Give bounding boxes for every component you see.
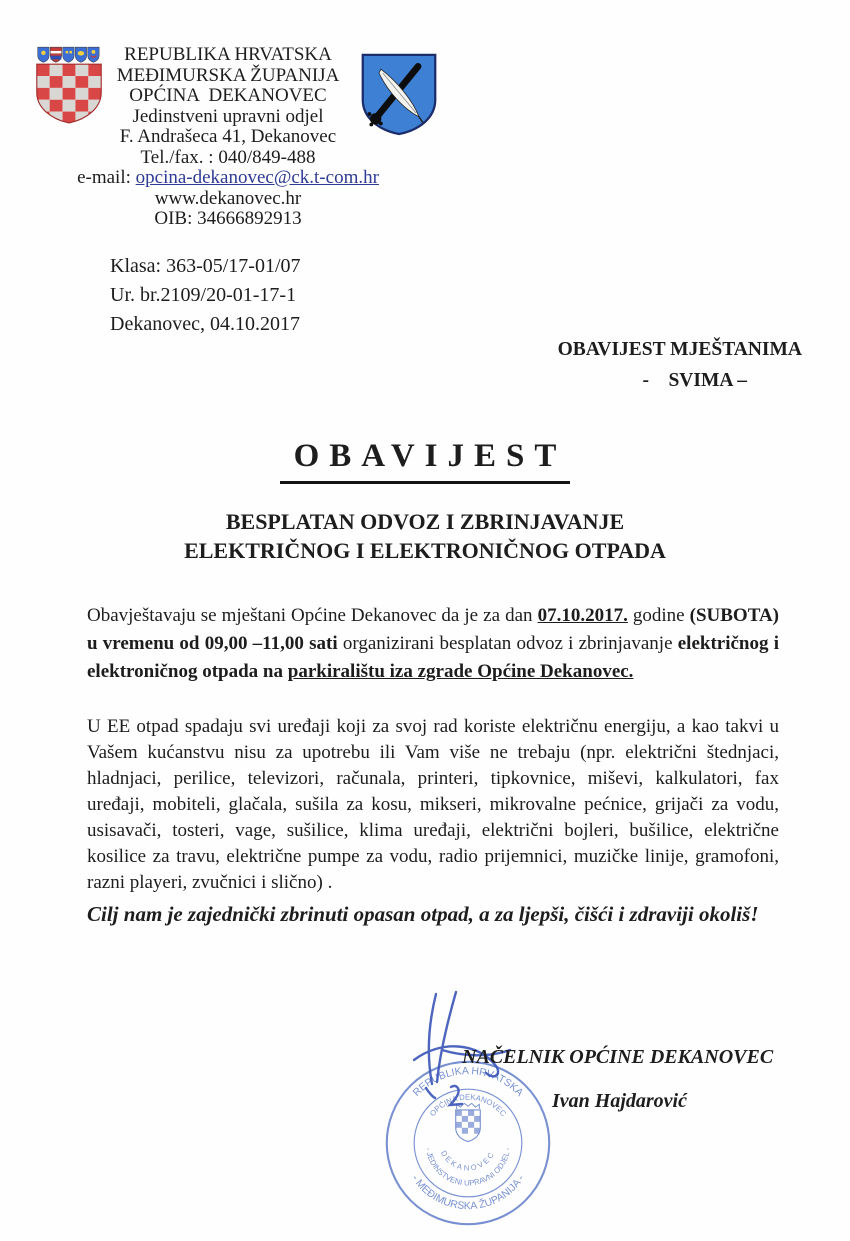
letterhead — [48, 45, 408, 230]
email-label: e-mail: — [77, 167, 136, 188]
p1-seg5: organizirani besplatan odvoz i zbrinjavanje — [337, 633, 678, 654]
addressee-line2: - SVIMA – — [642, 370, 747, 391]
stamp-center-arc-text: DEKANOVEC — [439, 1148, 497, 1173]
stamp-inner-top-text: OPĆINA DEKANOVEC — [427, 1092, 509, 1119]
p1-date: 07.10.2017. — [537, 605, 628, 626]
addressee-line1: OBAVIJEST MJEŠTANIMA — [557, 339, 802, 360]
org-oib: OIB: 34666892913 — [154, 208, 302, 229]
p1-time: (SUBOTA) u vremenu od 09,00 –11,00 sati — [87, 605, 780, 654]
org-address: F. Andrašeca 41, Dekanovec — [119, 126, 337, 147]
subtitle-line2: ELEKTRIČNOG I ELEKTRONIČNOG OTPADA — [184, 537, 666, 563]
org-municipality: OPĆINA DEKANOVEC — [129, 85, 327, 106]
stamp-inner-bottom-text: - JEDINSTVENI UPRAVNI ODJEL - — [423, 1147, 513, 1188]
svg-text:DEKANOVEC — [439, 1149, 497, 1172]
paragraph-schedule — [87, 602, 779, 686]
p1-waste-type: električnog i elektroničnog otpada na — [87, 633, 779, 682]
addressee-block — [558, 337, 802, 394]
urbroj-line: Ur. br.2109/20-01-17-1 — [110, 284, 297, 306]
klasa-line: Klasa: 363-05/17-01/07 — [110, 255, 301, 277]
p1-location: parkiralištu iza zgrade Općine Dekanovec. — [287, 661, 634, 682]
reference-block — [110, 252, 301, 339]
email-link[interactable]: opcina-dekanovec@ck.t-com.hr — [135, 167, 379, 188]
paragraph-slogan: Cilj nam je zajednički zbrinuti opasan otpad, a za ljepši, čišći i zdraviji okoliš! — [87, 902, 759, 926]
stamp-outer-bottom-text: - MEĐIMURSKA ŽUPANIJA - — [409, 1173, 527, 1213]
signatory-title: NAČELNIK OPĆINE DEKANOVEC — [462, 1046, 774, 1068]
org-county: MEĐIMURSKA ŽUPANIJA — [116, 64, 340, 86]
org-department: Jedinstveni upravni odjel — [132, 105, 324, 127]
signatory-name: Ivan Hajdarović — [552, 1090, 687, 1112]
place-date-line: Dekanovec, 04.10.2017 — [110, 313, 300, 335]
org-email-line — [48, 168, 408, 189]
org-phone: Tel./fax. : 040/849-488 — [140, 146, 316, 168]
dekanovec-coat-of-arms-icon — [358, 50, 440, 138]
notice-subtitle — [0, 508, 850, 565]
p1-seg3: godine — [627, 605, 690, 626]
title-wrap — [0, 438, 850, 484]
notice-title: OBAVIJEST — [280, 438, 571, 484]
org-website: www.dekanovec.hr — [154, 187, 302, 209]
paragraph-ee-waste-list: U EE otpad spadaju svi uređaji koji za svoj rad koriste električnu energiju, a kao takvi u Vašem kućanstvu nisu za upotrebu ili Vam više ne trebaju (npr. električni štednjaci, hladnjaci, perilice, televizori, računala, printeri, tipkovnice, miševi, kalkulatori, fax uređaji, mobiteli, glačala, sušila za kosu, mikseri, mikrovalne pećnice, grijači za vodu, usisavači, tosteri, vage, sušilice, klima uređaji, električni bojleri, bušilice, električne kosilice za travu, električne pumpe za vodu, radio prijemnici, muzičke linije, gramofoni, razni playeri, zvučnici i slično) . — [87, 716, 779, 893]
subtitle-line1: BESPLATAN ODVOZ I ZBRINJAVANJE — [225, 509, 625, 534]
p1-seg1: Obavještavaju se mještani Općine Dekanovec da je za dan — [87, 605, 538, 626]
org-country: REPUBLIKA HRVATSKA — [124, 44, 332, 65]
stamp-outer-top-text: REPUBLIKA HRVATSKA — [411, 1065, 525, 1099]
